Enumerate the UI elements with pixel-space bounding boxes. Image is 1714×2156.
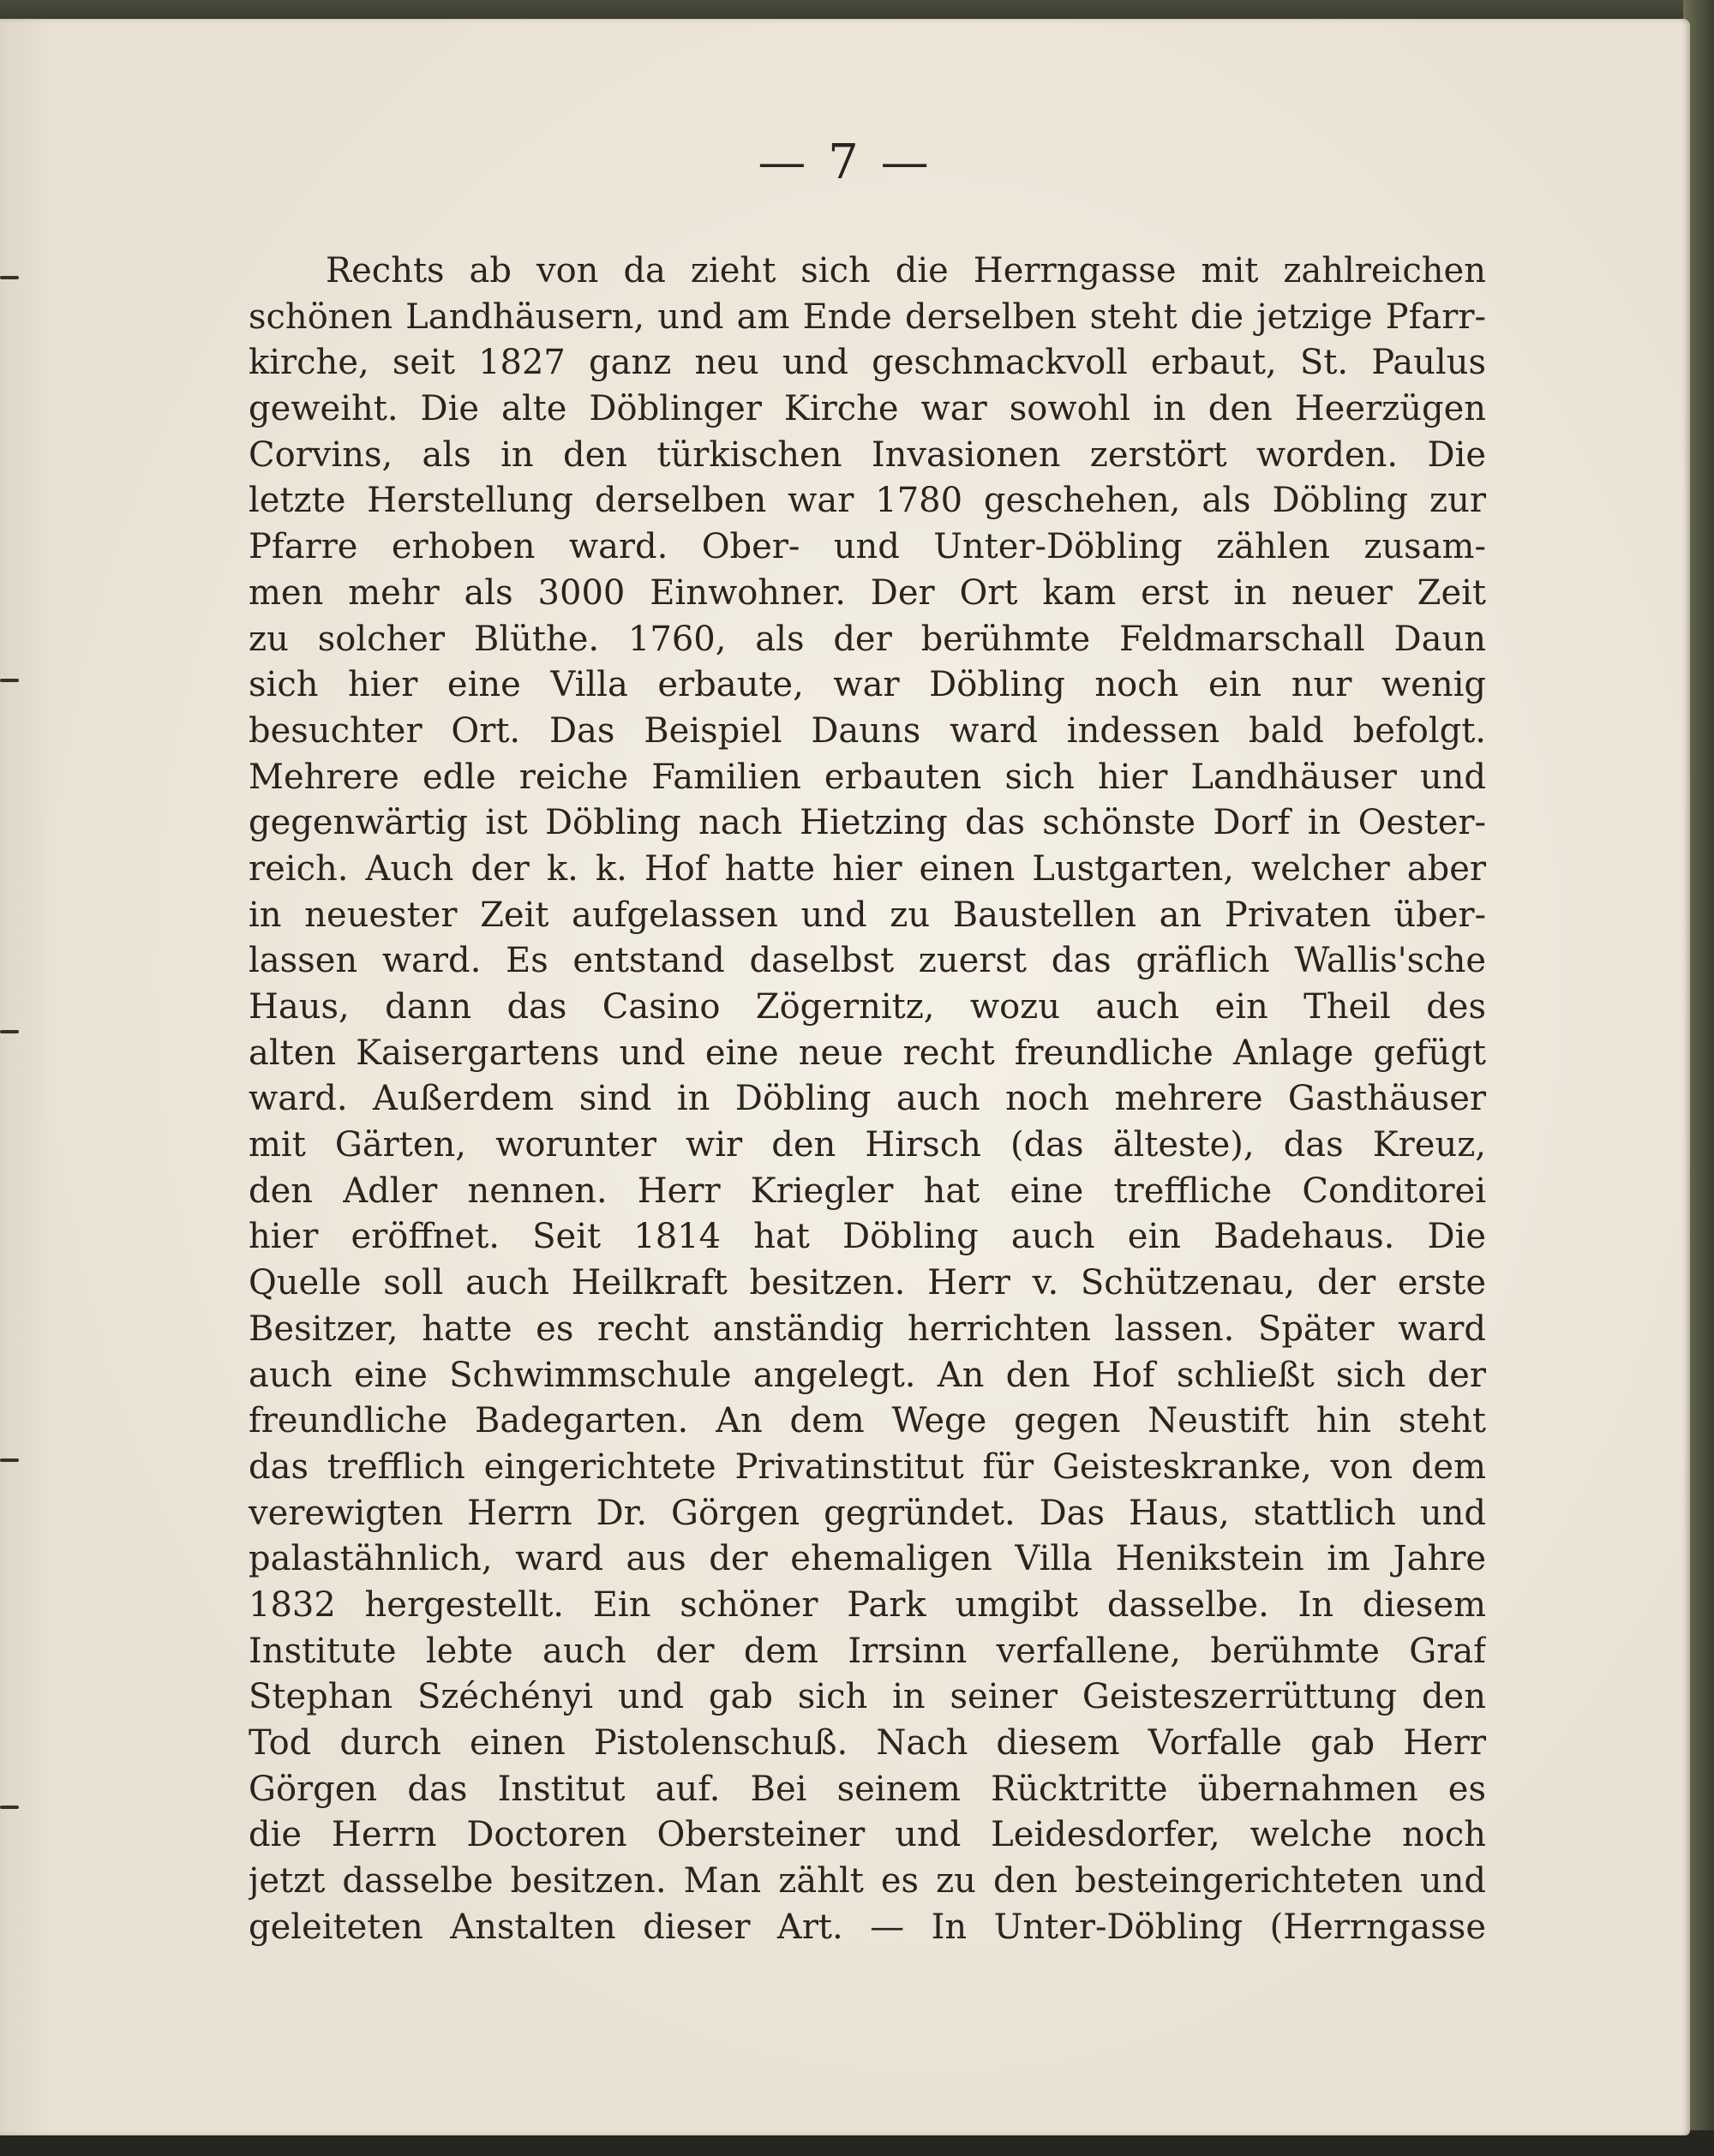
text-line: die Herrn Doctoren Obersteiner und Leidesdorfer, welche noch [249, 1815, 1486, 1855]
text-line: Quelle soll auch Heilkraft besitzen. Herr v. Schützenau, der erste [249, 1263, 1486, 1303]
text-line: gegenwärtig ist Döbling nach Hietzing das schönste Dorf in Oester- [249, 803, 1486, 843]
text-line: geleiteten Anstalten dieser Art. — In Unter-Döbling (Herrngasse [249, 1907, 1486, 1947]
text-line: jetzt dasselbe besitzen. Man zählt es zu den besteingerichteten und [249, 1861, 1486, 1901]
text-line: Haus, dann das Casino Zögernitz, wozu auch ein Theil des [249, 987, 1486, 1027]
text-line: ward. Außerdem sind in Döbling auch noch mehrere Gasthäuser [249, 1079, 1486, 1119]
text-line: lassen ward. Es entstand daselbst zuerst das gräflich Wallis'sche [249, 941, 1486, 981]
text-line: palastähnlich, ward aus der ehemaligen Villa Henikstein im Jahre [249, 1539, 1486, 1579]
text-line: hier eröffnet. Seit 1814 hat Döbling auch ein Badehaus. Die [249, 1217, 1486, 1257]
text-line: alten Kaisergartens und eine neue recht freundliche Anlage gefügt [249, 1033, 1486, 1073]
text-line: geweiht. Die alte Döblinger Kirche war sowohl in den Heerzügen [249, 389, 1486, 429]
text-line: Mehrere edle reiche Familien erbauten sich hier Landhäuser und [249, 757, 1486, 797]
text-line: verewigten Herrn Dr. Görgen gegründet. Das Haus, stattlich und [249, 1493, 1486, 1533]
text-line: 1832 hergestellt. Ein schöner Park umgibt dasselbe. In diesem [249, 1584, 1486, 1625]
text-line: schönen Landhäusern, und am Ende derselben steht die jetzige Pfarr- [249, 296, 1486, 337]
page-number: — 7 — [758, 135, 932, 190]
binding-thread-mark [0, 276, 19, 279]
binding-thread-mark [0, 1458, 19, 1462]
text-line: freundliche Badegarten. An dem Wege gegen Neustift hin steht [249, 1401, 1486, 1441]
text-line: das trefflich eingerichtete Privatinstitut für Geisteskranke, von dem [249, 1446, 1486, 1487]
binding-thread-mark [0, 1806, 19, 1809]
text-line: men mehr als 3000 Einwohner. Der Ort kam erst in neuer Zeit [249, 572, 1486, 613]
text-line: letzte Herstellung derselben war 1780 geschehen, als Döbling zur [249, 481, 1486, 521]
text-line: in neuester Zeit aufgelassen und zu Baustellen an Privaten über- [249, 895, 1486, 935]
text-line: besuchter Ort. Das Beispiel Dauns ward indessen bald befolgt. [249, 710, 1486, 751]
text-line: reich. Auch der k. k. Hof hatte hier einen Lustgarten, welcher aber [249, 848, 1486, 889]
text-line: auch eine Schwimmschule angelegt. An den Hof schließt sich der [249, 1355, 1486, 1395]
text-line: Rechts ab von da zieht sich die Herrngasse mit zahlreichen [326, 251, 1486, 290]
book-page [0, 19, 1690, 2135]
body-paragraph [249, 249, 1486, 1950]
text-line: Görgen das Institut auf. Bei seinem Rücktritte übernahmen es [249, 1769, 1486, 1809]
text-line: Besitzer, hatte es recht anständig herrichten lassen. Später ward [249, 1309, 1486, 1349]
text-line: Stephan Széchényi und gab sich in seiner Geisteszerrüttung den [249, 1677, 1486, 1717]
text-line: Pfarre erhoben ward. Ober- und Unter-Döbling zählen zusam- [249, 527, 1486, 567]
text-line: zu solcher Blüthe. 1760, als der berühmte Feldmarschall Daun [249, 619, 1486, 659]
text-line: Tod durch einen Pistolenschuß. Nach diesem Vorfalle gab Herr [249, 1723, 1486, 1763]
text-line: Institute lebte auch der dem Irrsinn verfallene, berühmte Graf [249, 1631, 1486, 1671]
text-line: Corvins, als in den türkischen Invasionen zerstört worden. Die [249, 434, 1486, 475]
binding-thread-mark [0, 1030, 19, 1033]
text-line: den Adler nennen. Herr Kriegler hat eine treffliche Conditorei [249, 1171, 1486, 1211]
text-line: sich hier eine Villa erbaute, war Döbling noch ein nur wenig [249, 665, 1486, 705]
text-line: kirche, seit 1827 ganz neu und geschmackvoll erbaut, St. Paulus [249, 343, 1486, 383]
binding-thread-mark [0, 679, 19, 682]
text-line: mit Gärten, worunter wir den Hirsch (das älteste), das Kreuz, [249, 1125, 1486, 1165]
